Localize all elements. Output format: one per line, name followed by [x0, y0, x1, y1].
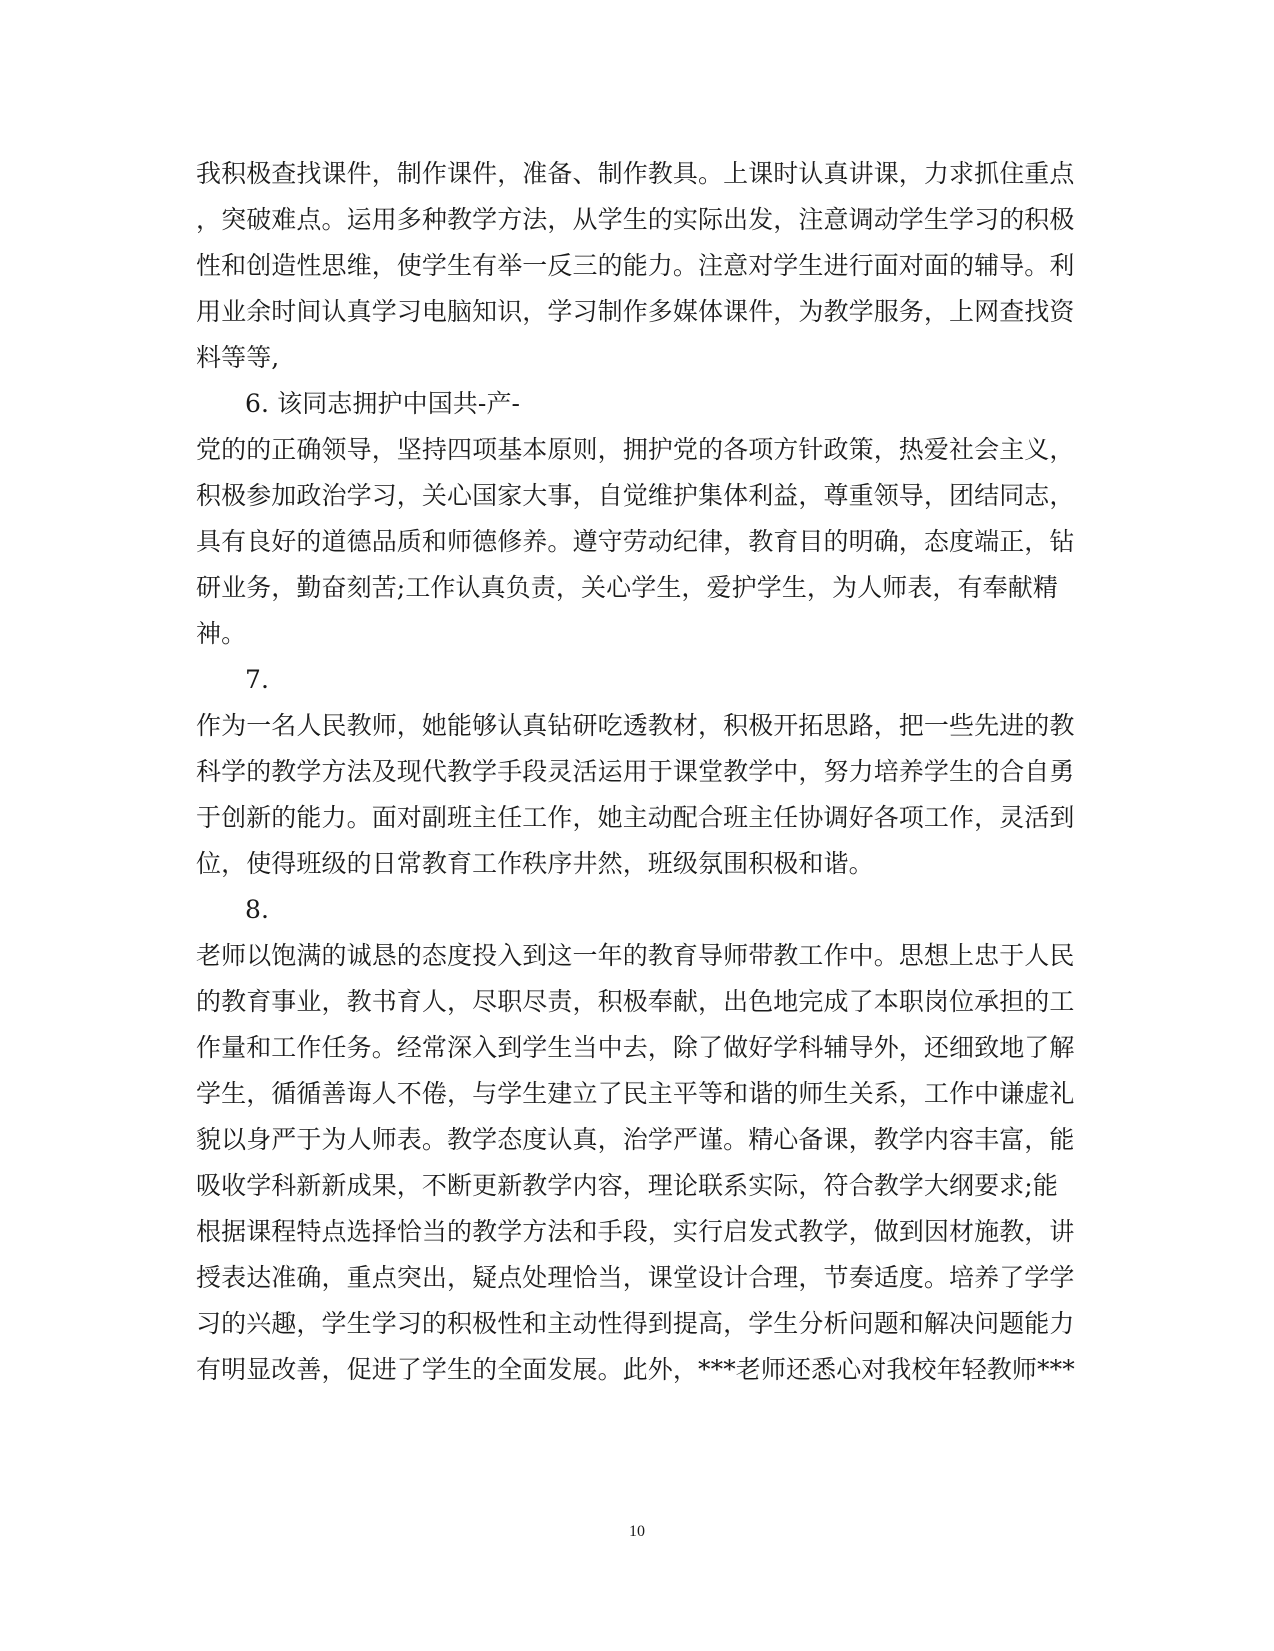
page-number: 10: [629, 1523, 645, 1540]
text-line: 党的的正确领导，坚持四项基本原则，拥护党的各项方针政策，热爱社会主义，: [196, 435, 1075, 464]
text-line: 于创新的能力。面对副班主任工作，她主动配合班主任协调好各项工作，灵活到: [196, 803, 1075, 832]
text-line: 神。: [196, 619, 247, 648]
text-line: 位，使得班级的日常教育工作秩序井然，班级氛围积极和谐。: [196, 849, 874, 878]
text-line: 性和创造性思维，使学生有举一反三的能力。注意对学生进行面对面的辅导。利: [196, 251, 1075, 280]
text-line: ，突破难点。运用多种教学方法，从学生的实际出发，注意调动学生学习的积极: [196, 205, 1075, 234]
section-heading-6: 6. 该同志拥护中国共-产-: [245, 389, 521, 418]
text-line: 作量和工作任务。经常深入到学生当中去，除了做好学科辅导外，还细致地了解: [196, 1033, 1075, 1062]
text-line: 具有良好的道德品质和师德修养。遵守劳动纪律，教育目的明确，态度端正，钻: [196, 527, 1075, 556]
section-heading-7: 7.: [245, 665, 270, 694]
text-line: 貌以身严于为人师表。教学态度认真，治学严谨。精心备课，教学内容丰富，能: [196, 1125, 1075, 1154]
text-line: 学生，循循善诲人不倦，与学生建立了民主平等和谐的师生关系，工作中谦虚礼: [196, 1079, 1075, 1108]
text-line: 老师以饱满的诚恳的态度投入到这一年的教育导师带教工作中。思想上忠于人民: [196, 941, 1075, 970]
text-line: 我积极查找课件，制作课件，准备、制作教具。上课时认真讲课，力求抓住重点: [196, 159, 1075, 188]
text-line: 作为一名人民教师，她能够认真钻研吃透教材，积极开拓思路，把一些先进的教: [196, 711, 1075, 740]
text-line: 的教育事业，教书育人，尽职尽责，积极奉献，出色地完成了本职岗位承担的工: [196, 987, 1075, 1016]
text-line: 料等等,: [196, 343, 280, 372]
text-line: 根据课程特点选择恰当的教学方法和手段，实行启发式教学，做到因材施教，讲: [196, 1217, 1075, 1246]
text-line: 授表达准确，重点突出，疑点处理恰当，课堂设计合理，节奏适度。培养了学学: [196, 1263, 1075, 1292]
text-line: 研业务，勤奋刻苦;工作认真负责，关心学生，爱护学生，为人师表，有奉献精: [196, 573, 1058, 602]
text-line: 有明显改善，促进了学生的全面发展。此外，***老师还悉心对我校年轻教师***: [196, 1355, 1075, 1384]
text-line: 用业余时间认真学习电脑知识，学习制作多媒体课件，为教学服务，上网查找资: [196, 297, 1075, 326]
text-line: 科学的教学方法及现代教学手段灵活运用于课堂教学中，努力培养学生的合自勇: [196, 757, 1075, 786]
text-line: 吸收学科新新成果，不断更新教学内容，理论联系实际，符合教学大纲要求;能: [196, 1171, 1058, 1200]
section-heading-8: 8.: [245, 895, 270, 924]
text-line: 习的兴趣，学生学习的积极性和主动性得到提高，学生分析问题和解决问题能力: [196, 1309, 1075, 1338]
text-line: 积极参加政治学习，关心国家大事，自觉维护集体利益，尊重领导，团结同志，: [196, 481, 1075, 510]
